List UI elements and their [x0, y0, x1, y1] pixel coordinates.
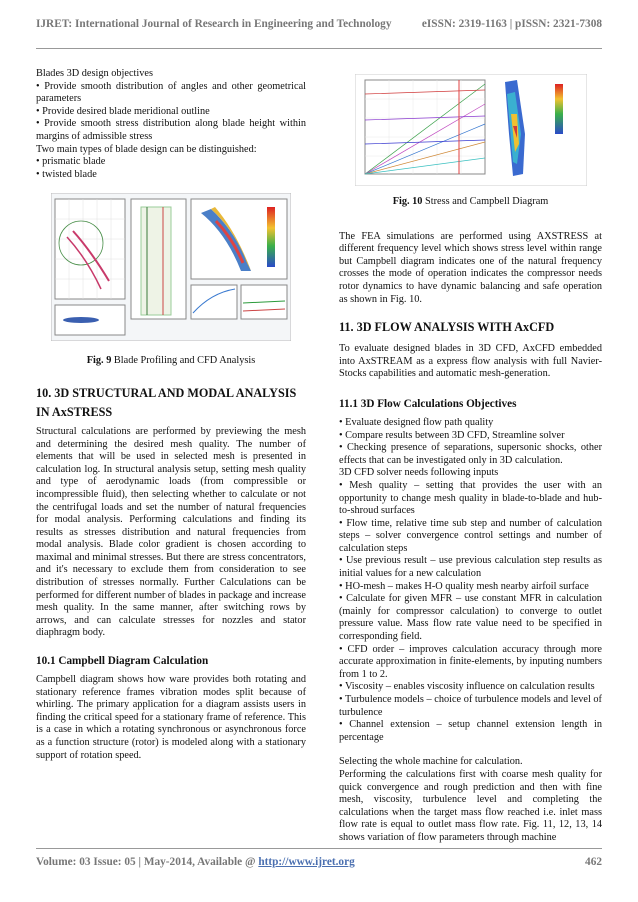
- footer-volume-text: Volume: 03 Issue: 05 | May-2014, Available @: [36, 856, 259, 868]
- list-item: • Compare results between 3D CFD, Streamline solver: [339, 429, 565, 441]
- section-10-1-title: 10.1 Campbell Diagram Calculation: [36, 655, 209, 668]
- right-column: [339, 60, 602, 845]
- intro-item: • Provide smooth stress distribution along blade height within margins of admissible stress: [36, 118, 306, 142]
- page-number: 462: [585, 856, 602, 868]
- figure-9-caption: [36, 355, 306, 368]
- list-item: • Evaluate designed flow path quality: [339, 416, 494, 428]
- figure-10-text: Stress and Campbell Diagram: [422, 196, 549, 207]
- list-item: • Viscosity – enables viscosity influence on calculation results: [339, 681, 595, 693]
- section-10-1-body: Campbell diagram shows how ware provides both rotating and stationary reference frames vibration modes split because of whirling. The primary application for a diagram assists users in finding the critical speed for a stationary frame of reference. This is a case in which a rotating synchronous or asynchronous force as a function structure (rotor) is modeled along with a stationary support of rotation speed.: [36, 674, 306, 761]
- closing-paragraph-2: Performing the calculations first with coarse mesh quality for quick convergence and rough prediction and then with fine mesh, viscosity, turbulence level and completing the calculations when the target mass flow reached i.e. inlet mass flow rate is equal to outlet mass flow rate. Fig. 11, 12, 13, 14 shows variation of flow parameters through machine: [339, 768, 602, 843]
- figure-10-label: Fig. 10: [392, 196, 423, 207]
- section-10-title-cont: [36, 405, 306, 420]
- section-10-title: [36, 386, 306, 401]
- list-item: • Use previous result – use previous calculation step results as initial values for a new calculation: [339, 555, 602, 580]
- footer-volume: [36, 856, 355, 868]
- intro-item: • twisted blade: [36, 168, 97, 180]
- section-10-title-line1: 10. 3D STRUCTURAL AND MODAL ANALYSIS: [36, 385, 297, 400]
- page-footer: [36, 856, 602, 868]
- left-column: [36, 68, 306, 762]
- section-11-title: 11. 3D FLOW ANALYSIS WITH AxCFD: [339, 320, 555, 335]
- footer-link[interactable]: http://www.ijret.org: [258, 856, 355, 868]
- list-item: • Channel extension – setup channel extension length in percentage: [339, 719, 602, 743]
- figure-10-image: [355, 74, 587, 186]
- journal-title: IJRET: International Journal of Research in Engineering and Technology: [36, 18, 392, 30]
- list-item: • Turbulence models – choice of turbulence models and level of turbulence: [339, 694, 602, 718]
- list-item: • Checking presence of separations, supersonic shocks, other effects that can be investigated only in 3D calculation.: [339, 442, 602, 466]
- list-item: • CFD order – improves calculation accuracy through more accurate approximation in finite-elements, by inputing numbers from 1 to 2.: [339, 643, 602, 680]
- section-11-1-title: 11.1 3D Flow Calculations Objectives: [339, 397, 517, 410]
- fea-body: The FEA simulations are performed using AXSTRESS at different frequency level which shows stress level within range but Campbell diagram indicates one of the natural frequency crosses the mode of operation indicates the compressor needs rotor dynamics to have dynamic balancing and safe operation as shown in Fig. 10.: [339, 230, 602, 305]
- page-header: [36, 18, 602, 30]
- list-item: • Calculate for given MFR – use constant MFR in calculation (mainly for compressor calculation) to converge to outlet pressure value. Mass flow rate value need to be specified in corresponding field.: [339, 593, 602, 643]
- closing-paragraph-1: Selecting the whole machine for calculation.: [339, 756, 523, 768]
- intro-title: Blades 3D design objectives: [36, 68, 153, 79]
- figure-9-text: Blade Profiling and CFD Analysis: [111, 355, 256, 367]
- section-10-body: Structural calculations are performed by previewing the mesh and determining the desired mesh quality. The number of elements that will be used in selected mesh is presented in calculation log. In structural analysis setup, setting mesh quality and type of aerodynamic loads (from compressible or incompressible fluid), then selecting whether to calculate or not the centrifugal loads and set the number of natural frequencies for modal analysis. Performing calculations and finding its results as stresses distribution and natural frequencies from modal analysis. Blade color gradient is chosen according to maximal and minimal stresses. But there are stress concentrators, and it's necessary to exclude them from consideration to see distribution of stresses normally. Further Calculations can be performed for different number of blades in package and increase mesh quality. In the same manner, after switching rows by arrows, and can calculate stresses for nozzles and stator diaphragm body.: [36, 425, 306, 639]
- intro-item: • prismatic blade: [36, 156, 106, 168]
- intro-item: Two main types of blade design can be distinguished:: [36, 143, 257, 155]
- list-item: • Flow time, relative time sub step and number of calculation steps – solver convergence control settings and number of calculation steps: [339, 517, 602, 554]
- section-11-body: To evaluate designed blades in 3D CFD, AxCFD embedded into AxSTREAM as a express flow analysis with full Navier-Stocks capabilities and automatic mesh-generation.: [339, 343, 602, 380]
- list-item: • Mesh quality – setting that provides the user with an opportunity to change mesh quality in blade-to-blade and hub-to-shroud surfaces: [339, 479, 602, 517]
- footer-rule: [36, 848, 602, 849]
- figure-9-label: Fig. 9: [86, 355, 112, 367]
- intro-item: • Provide desired blade meridional outline: [36, 105, 210, 117]
- figure-10-caption: [339, 196, 602, 209]
- header-rule: [36, 48, 602, 49]
- section-10-title-line2: IN AxSTRESS: [36, 404, 113, 419]
- figure-9-image: [51, 193, 291, 341]
- intro-item: • Provide smooth distribution of angles and other geometrical parameters: [36, 80, 306, 105]
- list-item: 3D CFD solver needs following inputs: [339, 467, 499, 479]
- objectives-list: [339, 417, 602, 744]
- list-item: • HO-mesh – makes H-O quality mesh nearby airfoil surface: [339, 580, 589, 592]
- issn: eISSN: 2319-1163 | pISSN: 2321-7308: [421, 18, 602, 30]
